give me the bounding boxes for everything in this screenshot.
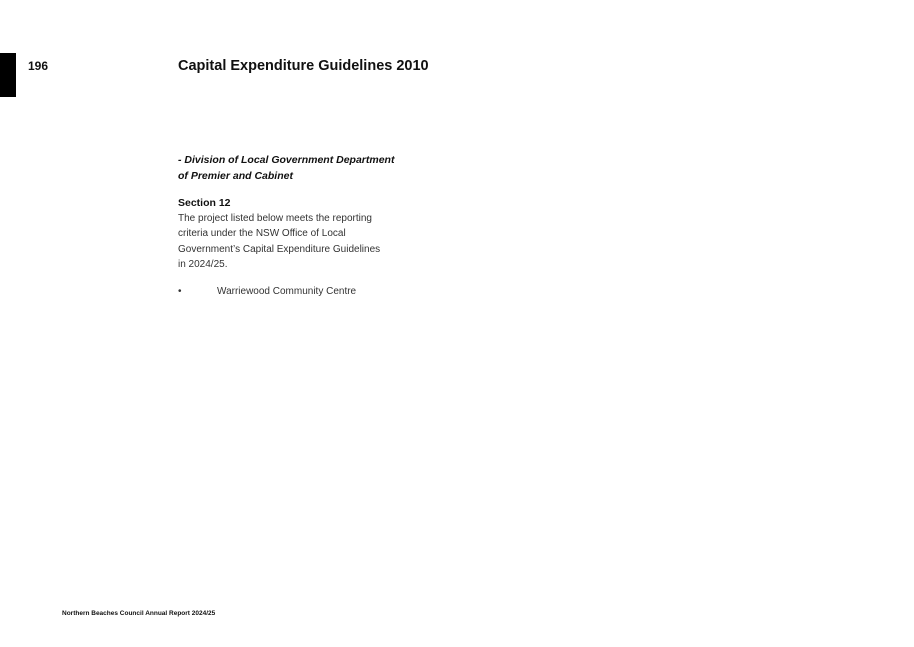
page-number: 196 <box>28 59 49 73</box>
project-name: Warriewood Community Centre <box>217 286 357 298</box>
section-body-text <box>178 211 400 272</box>
body-line: criteria under the NSW Office of Local <box>178 228 346 240</box>
subtitle-line-2: of Premier and Cabinet <box>178 169 293 182</box>
subtitle-line-1: - Division of Local Government Department <box>178 154 395 166</box>
body-line: The project listed below meets the reporting <box>178 213 372 224</box>
bullet-icon: • <box>178 286 182 298</box>
page-tab-marker <box>0 53 16 97</box>
page-title: Capital Expenditure Guidelines 2010 <box>178 58 429 74</box>
subtitle <box>178 153 400 184</box>
section-heading: Section 12 <box>178 197 231 209</box>
footer-report-title: Northern Beaches Council Annual Report 2024/25 <box>62 610 216 617</box>
main-content <box>178 153 400 299</box>
project-list <box>178 284 400 299</box>
list-item <box>178 284 400 299</box>
body-line: Government’s Capital Expenditure Guidelines <box>178 243 381 255</box>
body-line: in 2024/25. <box>178 258 228 270</box>
